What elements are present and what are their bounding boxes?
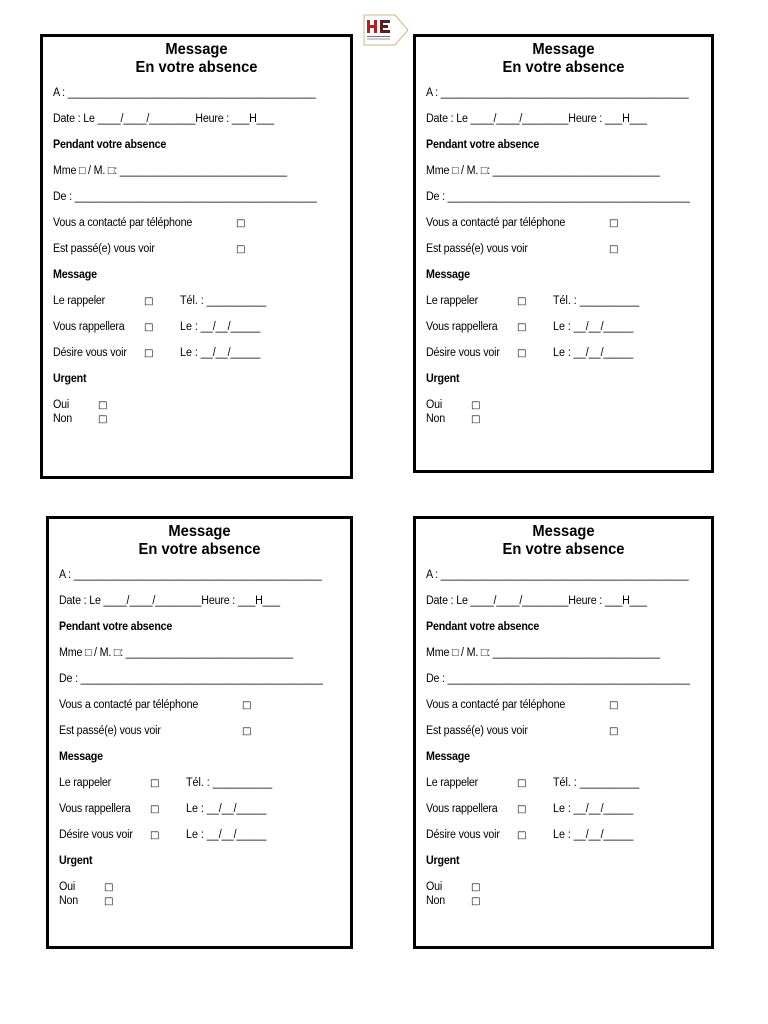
rappeler-checkbox[interactable]: □ [144, 296, 154, 307]
rappellera-label: Vous rappellera [53, 321, 125, 333]
card-subtitle: En votre absence [502, 59, 625, 76]
card-title: Message [165, 41, 228, 58]
oui-checkbox[interactable]: □ [98, 400, 108, 411]
mme-m-line[interactable]: Mme □ / M. □: _____________________________ [426, 647, 660, 659]
rappeler-label: Le rappeler [426, 295, 479, 307]
desire-label: Désire vous voir [426, 829, 500, 841]
contact-label: Vous a contacté par téléphone [426, 217, 566, 229]
non-label: Non [59, 895, 79, 907]
date-time-line[interactable]: Date : Le ____/____/________Heure : ___H___ [53, 113, 274, 125]
visit-checkbox[interactable]: □ [236, 244, 246, 255]
callback-date-line[interactable]: Le : __/__/_____ [180, 321, 261, 333]
non-checkbox[interactable]: □ [104, 896, 114, 907]
callback-date-line[interactable]: Le : __/__/_____ [553, 321, 634, 333]
visit-checkbox[interactable]: □ [242, 726, 252, 737]
desire-checkbox[interactable]: □ [517, 348, 527, 359]
callback-date-line[interactable]: Le : __/__/_____ [553, 803, 634, 815]
desire-checkbox[interactable]: □ [144, 348, 154, 359]
non-label: Non [53, 413, 73, 425]
rappeler-checkbox[interactable]: □ [517, 778, 527, 789]
rappeler-label: Le rappeler [53, 295, 106, 307]
oui-checkbox[interactable]: □ [471, 400, 481, 411]
card-subtitle: En votre absence [138, 541, 261, 558]
rappeler-checkbox[interactable]: □ [517, 296, 527, 307]
date-time-line[interactable]: Date : Le ____/____/________Heure : ___H___ [426, 113, 647, 125]
phone-line[interactable]: Tél. : __________ [186, 777, 273, 789]
message-card-2 [413, 34, 714, 473]
recipient-line[interactable]: A : ___________________________________________ [59, 569, 322, 581]
urgent-heading: Urgent [426, 855, 460, 867]
message-heading: Message [426, 751, 470, 763]
non-label: Non [426, 413, 446, 425]
rappeler-label: Le rappeler [426, 777, 479, 789]
message-card-4 [413, 516, 714, 949]
pendant-heading: Pendant votre absence [53, 139, 167, 151]
visit-date-line[interactable]: Le : __/__/_____ [553, 829, 634, 841]
rappellera-checkbox[interactable]: □ [517, 322, 527, 333]
visit-checkbox[interactable]: □ [609, 244, 619, 255]
visit-label: Est passé(e) vous voir [59, 725, 161, 737]
rappellera-checkbox[interactable]: □ [150, 804, 160, 815]
urgent-heading: Urgent [53, 373, 87, 385]
contact-label: Vous a contacté par téléphone [59, 699, 199, 711]
rappeler-label: Le rappeler [59, 777, 112, 789]
oui-label: Oui [426, 881, 443, 893]
phone-line[interactable]: Tél. : __________ [553, 295, 640, 307]
from-line[interactable]: De : __________________________________________ [53, 191, 317, 203]
oui-label: Oui [59, 881, 76, 893]
from-line[interactable]: De : __________________________________________ [426, 191, 690, 203]
visit-label: Est passé(e) vous voir [426, 243, 528, 255]
oui-checkbox[interactable]: □ [471, 882, 481, 893]
date-time-line[interactable]: Date : Le ____/____/________Heure : ___H___ [59, 595, 280, 607]
rappeler-checkbox[interactable]: □ [150, 778, 160, 789]
visit-date-line[interactable]: Le : __/__/_____ [553, 347, 634, 359]
message-heading: Message [426, 269, 470, 281]
phone-line[interactable]: Tél. : __________ [553, 777, 640, 789]
visit-date-line[interactable]: Le : __/__/_____ [186, 829, 267, 841]
from-line[interactable]: De : __________________________________________ [59, 673, 323, 685]
mme-m-line[interactable]: Mme □ / M. □: _____________________________ [426, 165, 660, 177]
contact-checkbox[interactable]: □ [609, 218, 619, 229]
company-logo [362, 13, 410, 47]
non-checkbox[interactable]: □ [471, 896, 481, 907]
mme-m-line[interactable]: Mme □ / M. □: _____________________________ [59, 647, 293, 659]
card-subtitle: En votre absence [135, 59, 258, 76]
contact-label: Vous a contacté par téléphone [53, 217, 193, 229]
visit-date-line[interactable]: Le : __/__/_____ [180, 347, 261, 359]
oui-label: Oui [426, 399, 443, 411]
date-time-line[interactable]: Date : Le ____/____/________Heure : ___H___ [426, 595, 647, 607]
pendant-heading: Pendant votre absence [426, 139, 540, 151]
pendant-heading: Pendant votre absence [59, 621, 173, 633]
phone-line[interactable]: Tél. : __________ [180, 295, 267, 307]
oui-label: Oui [53, 399, 70, 411]
contact-label: Vous a contacté par téléphone [426, 699, 566, 711]
oui-checkbox[interactable]: □ [104, 882, 114, 893]
recipient-line[interactable]: A : ___________________________________________ [53, 87, 316, 99]
visit-checkbox[interactable]: □ [609, 726, 619, 737]
visit-label: Est passé(e) vous voir [426, 725, 528, 737]
recipient-line[interactable]: A : ___________________________________________ [426, 569, 689, 581]
rappellera-label: Vous rappellera [426, 321, 498, 333]
contact-checkbox[interactable]: □ [236, 218, 246, 229]
card-title: Message [532, 523, 595, 540]
mme-m-line[interactable]: Mme □ / M. □: _____________________________ [53, 165, 287, 177]
urgent-heading: Urgent [59, 855, 93, 867]
visit-label: Est passé(e) vous voir [53, 243, 155, 255]
pendant-heading: Pendant votre absence [426, 621, 540, 633]
card-title: Message [532, 41, 595, 58]
rappellera-checkbox[interactable]: □ [144, 322, 154, 333]
message-card-1 [40, 34, 353, 479]
callback-date-line[interactable]: Le : __/__/_____ [186, 803, 267, 815]
desire-checkbox[interactable]: □ [517, 830, 527, 841]
desire-checkbox[interactable]: □ [150, 830, 160, 841]
desire-label: Désire vous voir [53, 347, 127, 359]
from-line[interactable]: De : __________________________________________ [426, 673, 690, 685]
desire-label: Désire vous voir [426, 347, 500, 359]
non-checkbox[interactable]: □ [471, 414, 481, 425]
contact-checkbox[interactable]: □ [242, 700, 252, 711]
message-heading: Message [53, 269, 97, 281]
rappellera-checkbox[interactable]: □ [517, 804, 527, 815]
contact-checkbox[interactable]: □ [609, 700, 619, 711]
recipient-line[interactable]: A : ___________________________________________ [426, 87, 689, 99]
message-heading: Message [59, 751, 103, 763]
non-label: Non [426, 895, 446, 907]
urgent-heading: Urgent [426, 373, 460, 385]
card-subtitle: En votre absence [502, 541, 625, 558]
rappellera-label: Vous rappellera [426, 803, 498, 815]
non-checkbox[interactable]: □ [98, 414, 108, 425]
card-title: Message [168, 523, 231, 540]
rappellera-label: Vous rappellera [59, 803, 131, 815]
message-card-3 [46, 516, 353, 949]
desire-label: Désire vous voir [59, 829, 133, 841]
